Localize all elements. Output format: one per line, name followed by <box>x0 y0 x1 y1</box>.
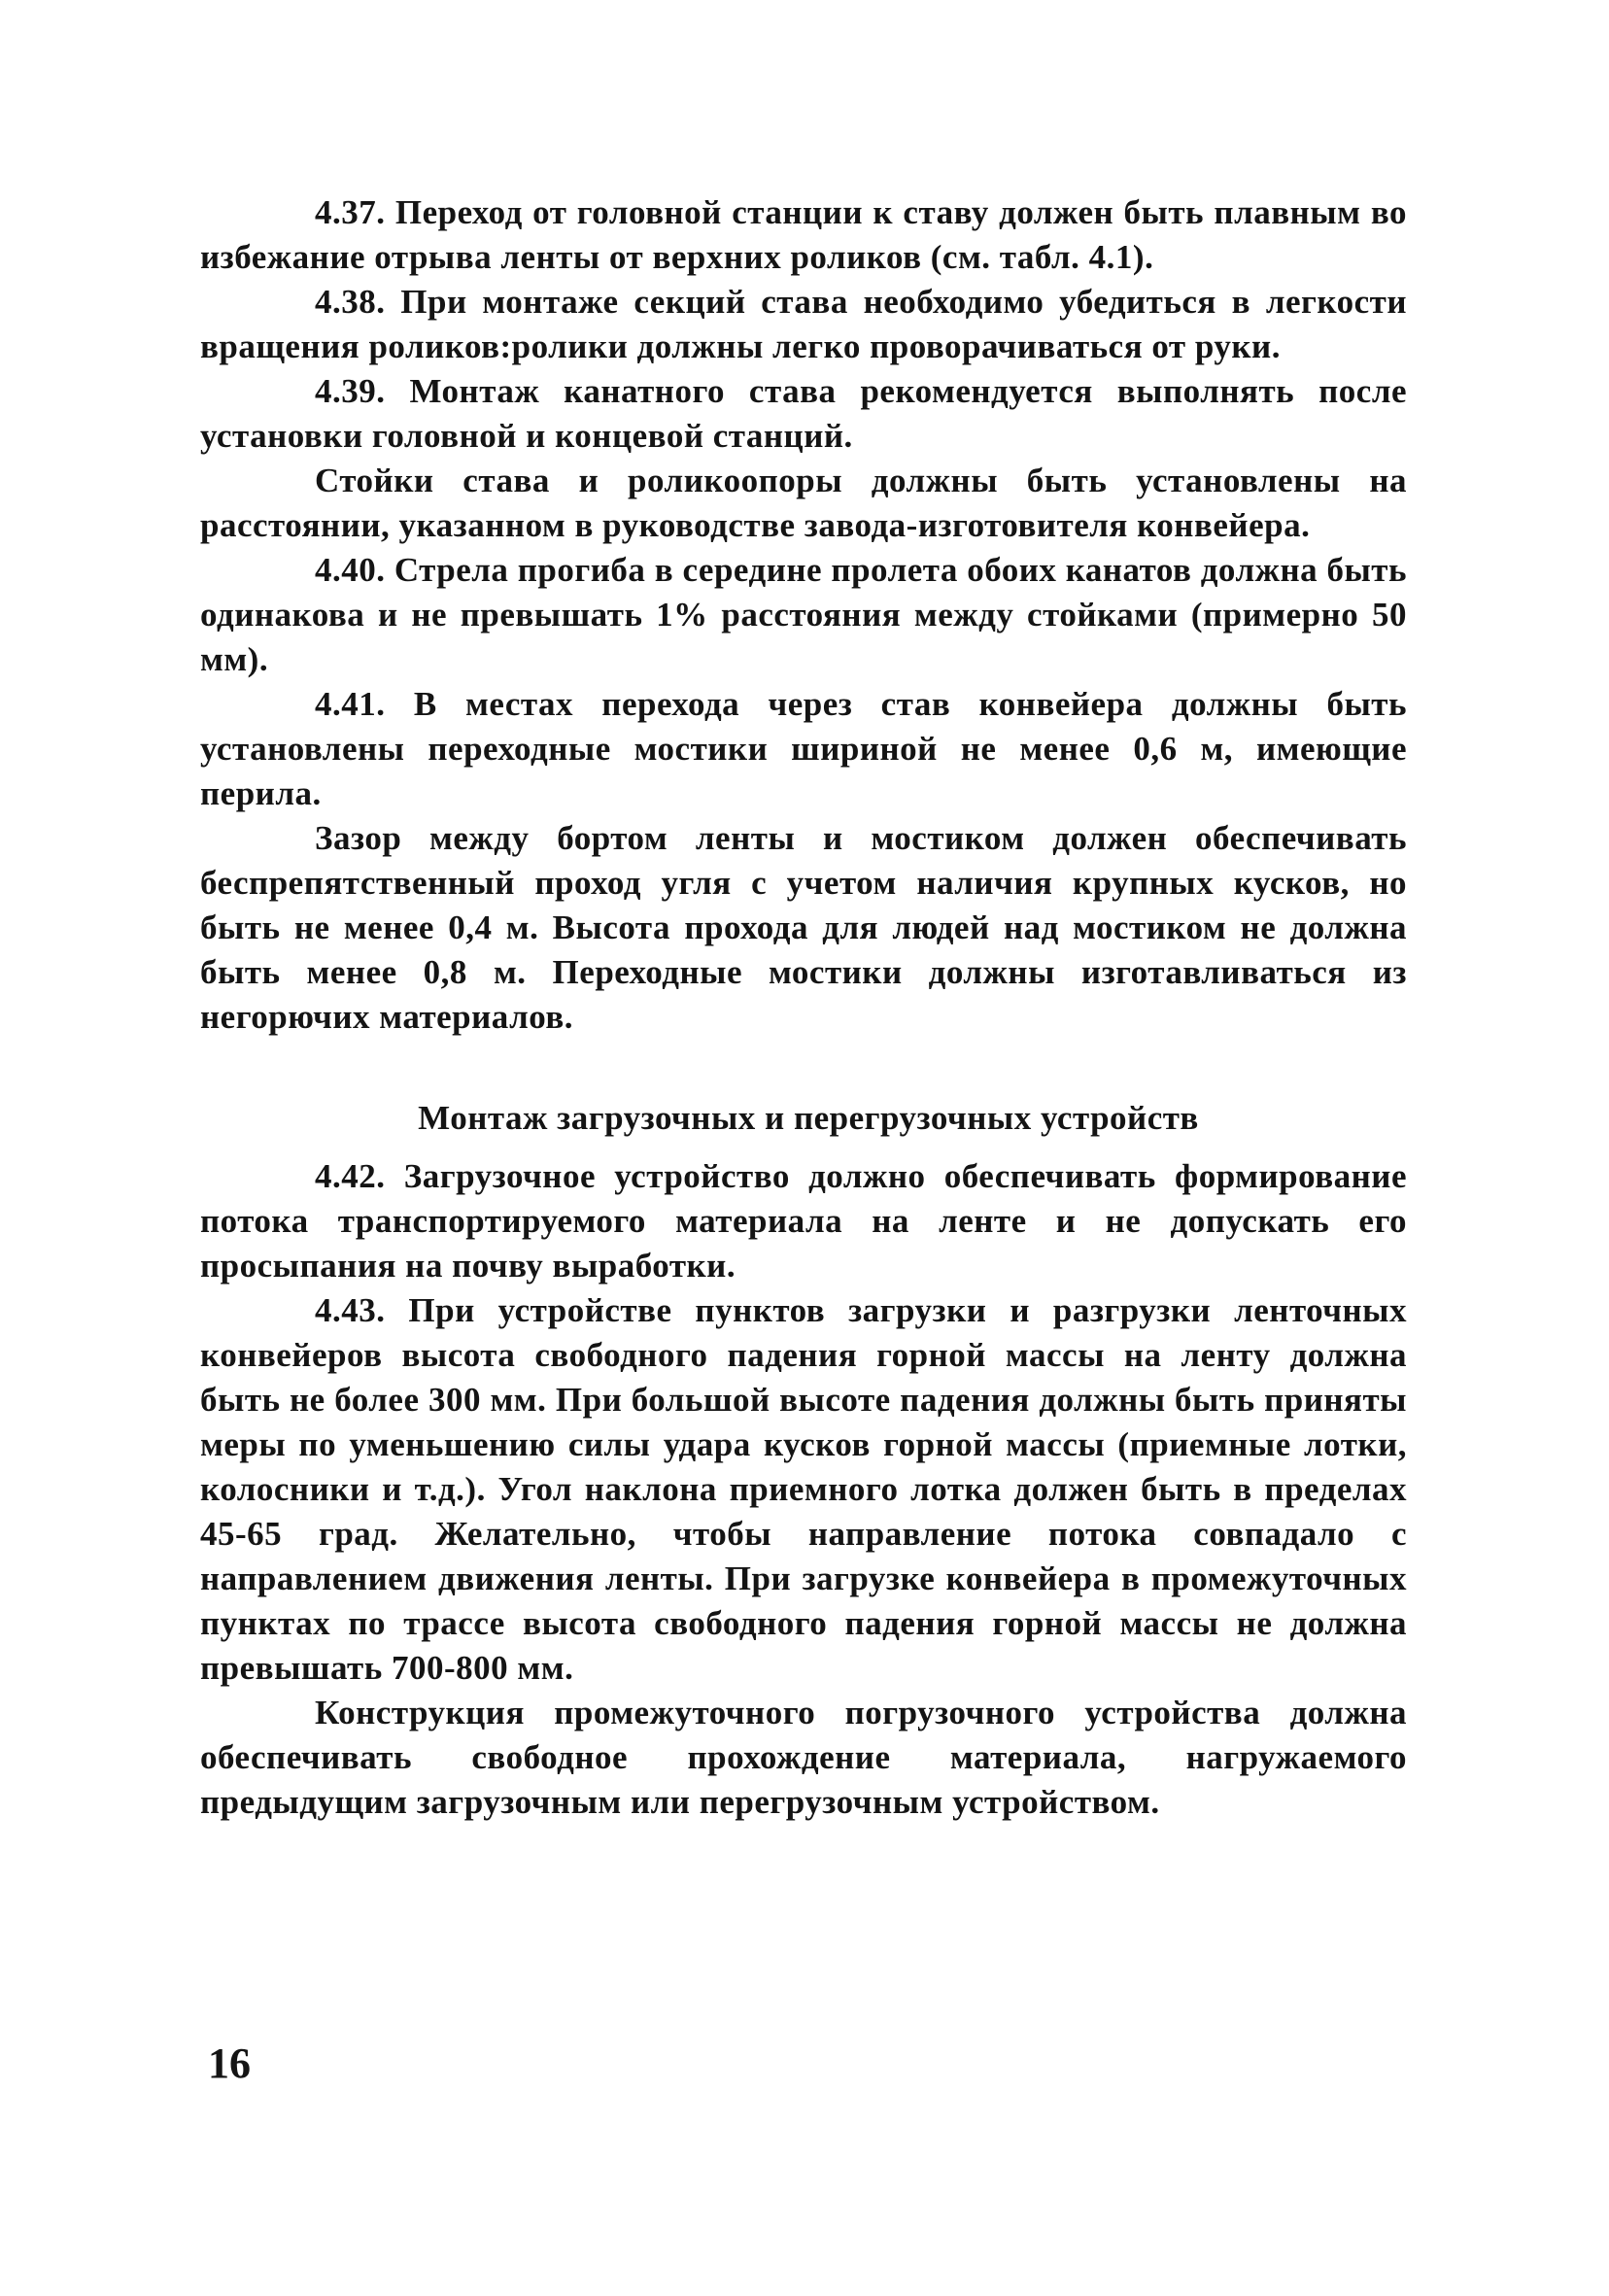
paragraph-4-41: 4.41. В местах перехода через став конвейера должны быть установлены переходные мостики шириной не менее 0,6 м, имеющие перила. <box>200 685 1407 812</box>
paragraph-racks: Стойки става и роликоопоры должны быть установлены на расстоянии, указанном в руководстве завода-изготовителя конвейера. <box>200 462 1407 544</box>
section-heading: Монтаж загрузочных и перегрузочных устройств <box>418 1099 1199 1137</box>
paragraph-4-39: 4.39. Монтаж канатного става рекомендуется выполнять после установки головной и концевой станций. <box>200 372 1407 455</box>
page-number: 16 <box>208 2039 251 2087</box>
paragraph-4-37: 4.37. Переход от головной станции к ставу должен быть плавным во избежание отрыва ленты от верхних роликов (см. табл. 4.1). <box>200 193 1407 276</box>
paragraph-4-43: 4.43. При устройстве пунктов загрузки и разгрузки ленточных конвейеров высота свободного падения горной массы на ленту должна быть не более 300 мм. При большой высоте падения должны быть приняты меры по уменьшению силы удара кусков горной массы (приемные лотки, колосники и т.д.). Угол наклона приемного лотка должен быть в пределах 45-65 град. Желательно, чтобы направление потока совпадало с направлением движения ленты. При загрузке конвейера в промежуточных пунктах по трассе высота свободного падения горной массы не должна превышать 700-800 мм. <box>200 1291 1407 1687</box>
paragraph-4-42: 4.42. Загрузочное устройство должно обеспечивать формирование потока транспортируемого материала на ленте и не допускать его просыпания на почву выработки. <box>200 1157 1407 1285</box>
paragraph-gap: Зазор между бортом ленты и мостиком должен обеспечивать беспрепятственный проход угля с учетом наличия крупных кусков, но быть не менее 0,4 м. Высота прохода для людей над мостиком не должна быть менее 0,8 м. Переходные мостики должны изготавливаться из негорючих материалов. <box>200 819 1407 1036</box>
paragraph-4-38: 4.38. При монтаже секций става необходимо убедиться в легкости вращения роликов:ролики должны легко проворачиваться от руки. <box>200 283 1407 365</box>
paragraph-construction: Конструкция промежуточного погрузочного устройства должна обеспечивать свободное прохождение материала, нагружаемого предыдущим загрузочным или перегрузочным устройством. <box>200 1694 1407 1821</box>
paragraph-4-40: 4.40. Стрела прогиба в середине пролета обоих канатов должна быть одинакова и не превышать 1% расстояния между стойками (примерно 50 мм). <box>200 551 1407 678</box>
text-column <box>200 190 1407 1825</box>
section-heading-block <box>200 1096 1407 1141</box>
